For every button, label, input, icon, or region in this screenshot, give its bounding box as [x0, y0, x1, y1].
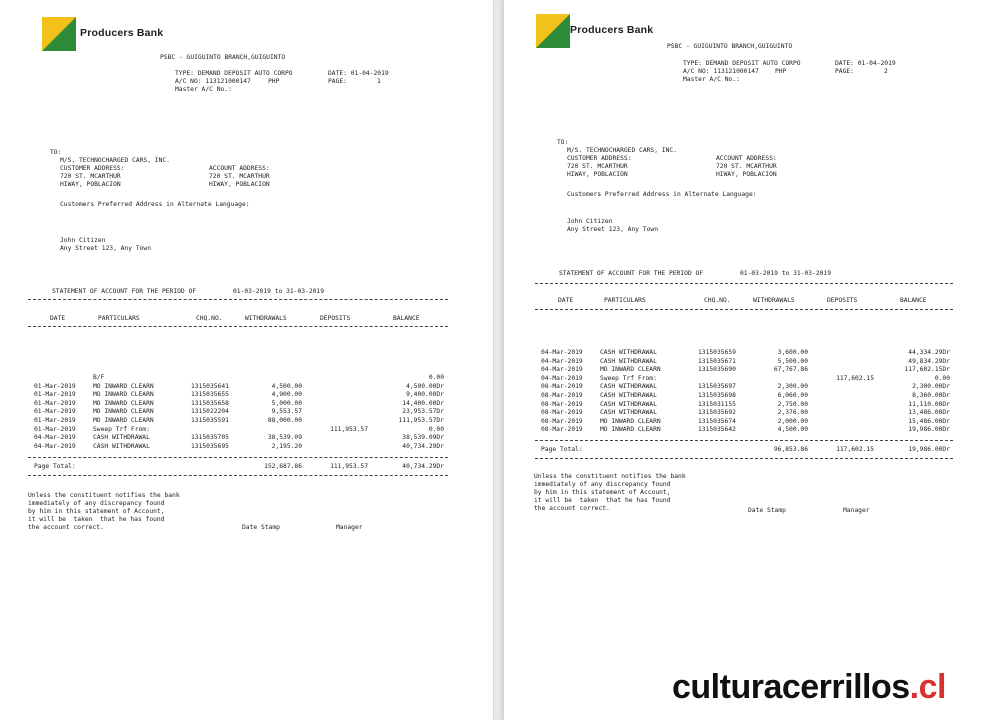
row-particulars: CASH WITHDRAWAL	[600, 349, 657, 356]
date-line: DATE: 01-04-2019	[328, 70, 389, 77]
row-balance: 4,500.00Dr	[406, 382, 444, 390]
row-particulars: CASH WITHDRAWAL	[600, 409, 657, 417]
row-particulars: MO INWARD CLEARN	[600, 426, 661, 434]
row-withdrawals: 2,195.20	[271, 442, 302, 450]
row-particulars: B/F	[93, 374, 105, 381]
statement-period: 01-03-2019 to 31-03-2019	[233, 288, 324, 295]
row-chq-no: 1315035698	[698, 392, 736, 399]
separator-line	[535, 283, 953, 284]
separator-line	[28, 299, 448, 300]
currency: PHP	[775, 68, 787, 75]
page-total-deposits: 117,602.15	[836, 446, 874, 453]
row-chq-no: 1315035671	[698, 357, 736, 365]
row-balance: 0.00	[934, 374, 950, 382]
account-address-label: ACCOUNT ADDRESS:	[209, 165, 270, 172]
row-chq-no: 1315031155	[698, 400, 736, 408]
footer-disclaimer-4: it will be taken that he has found	[534, 497, 671, 504]
row-particulars: Sweep Trf From:	[600, 374, 657, 382]
account-address-line1: 720 ST. MCARTHUR	[209, 173, 270, 180]
row-date: 04-Mar-2019	[541, 366, 583, 374]
row-withdrawals: 3,600.00	[777, 349, 808, 356]
row-chq-no: 1315022204	[191, 408, 229, 416]
account-number: A/C NO: 113121000147	[175, 78, 251, 85]
customer-address-line2: HIWAY, POBLACION	[60, 181, 121, 188]
separator-line	[28, 326, 448, 327]
alternate-name: John Citizen	[567, 218, 613, 225]
statement-period: 01-03-2019 to 31-03-2019	[740, 270, 831, 277]
row-withdrawals: 38,539.09	[267, 434, 302, 442]
row-particulars: MO INWARD CLEARN	[93, 417, 154, 424]
row-deposits: 111,953.57	[330, 425, 368, 433]
row-date: 01-Mar-2019	[34, 408, 76, 416]
branch-line: PSBC - GUIGUINTO BRANCH,GUIGUINTO	[160, 54, 286, 61]
row-date: 01-Mar-2019	[34, 425, 76, 433]
row-balance: 14,400.00Dr	[402, 399, 444, 407]
watermark-text: culturacerrillos	[672, 668, 910, 706]
page-number: 1	[377, 78, 381, 85]
row-chq-no: 1315035695	[191, 442, 229, 450]
type-line: TYPE: DEMAND DEPOSIT AUTO CORPO	[683, 60, 801, 67]
row-date: 08-Mar-2019	[541, 409, 583, 417]
master-account: Master A/C No.:	[175, 86, 232, 93]
customer-name: M/S. TECHNOCHARGED CARS, INC.	[567, 147, 677, 154]
row-withdrawals: 88,000.00	[267, 417, 302, 424]
row-deposits: 117,602.15	[836, 374, 874, 382]
alternate-language-line: Customers Preferred Address in Alternate Language:	[567, 191, 757, 198]
type-line: TYPE: DEMAND DEPOSIT AUTO CORPO	[175, 70, 293, 77]
statement-page-1	[0, 0, 494, 720]
header-withdrawals: WITHDRAWALS	[753, 297, 795, 304]
manager-label: Manager	[843, 507, 870, 514]
alternate-language-line: Customers Preferred Address in Alternate Language:	[60, 201, 250, 208]
header-chq-no: CHQ.NO.	[704, 297, 731, 304]
row-particulars: MO INWARD CLEARN	[93, 391, 154, 399]
separator-line	[28, 475, 448, 476]
row-balance: 117,602.15Dr	[904, 366, 950, 374]
customer-address-line1: 720 ST. MCARTHUR	[60, 173, 121, 180]
row-balance: 15,486.00Dr	[908, 417, 950, 425]
to-label: TO:	[50, 149, 62, 156]
manager-label: Manager	[336, 524, 363, 531]
header-chq-no: CHQ.NO.	[196, 315, 223, 322]
row-balance: 8,360.00Dr	[912, 392, 950, 399]
footer-disclaimer-5: the account correct.	[28, 524, 104, 531]
row-date: 08-Mar-2019	[541, 426, 583, 434]
separator-line	[535, 458, 953, 459]
header-deposits: DEPOSITS	[827, 297, 858, 304]
row-balance: 23,953.57Dr	[402, 408, 444, 416]
row-date: 04-Mar-2019	[541, 357, 583, 365]
bank-name: Producers Bank	[80, 27, 164, 39]
account-address-line2: HIWAY, POBLACION	[716, 171, 777, 178]
page-total-balance: 40,734.29Dr	[402, 463, 444, 470]
header-particulars: PARTICULARS	[604, 297, 646, 304]
row-date: 04-Mar-2019	[34, 434, 76, 442]
bank-name: Producers Bank	[570, 24, 654, 36]
row-withdrawals: 4,500.00	[271, 382, 302, 390]
watermark-suffix: .cl	[909, 668, 946, 706]
page-total-label: Page Total:	[541, 446, 583, 453]
page-total-deposits: 111,953.57	[330, 463, 368, 470]
row-particulars: MO INWARD CLEARN	[93, 399, 154, 407]
row-withdrawals: 67,767.86	[773, 366, 808, 374]
date-stamp-label: Date Stamp	[242, 524, 280, 531]
to-label: TO:	[557, 139, 569, 146]
row-particulars: MO INWARD CLEARN	[93, 408, 154, 416]
customer-address-line2: HIWAY, POBLACION	[567, 171, 628, 178]
row-withdrawals: 5,000.00	[271, 399, 302, 407]
page-total-label: Page Total:	[34, 463, 76, 470]
row-particulars: MO INWARD CLEARN	[93, 382, 154, 390]
customer-address-label: CUSTOMER ADDRESS:	[60, 165, 125, 172]
account-address-label: ACCOUNT ADDRESS:	[716, 155, 777, 162]
row-date: 08-Mar-2019	[541, 392, 583, 399]
page-gutter	[494, 0, 503, 720]
header-deposits: DEPOSITS	[320, 315, 351, 322]
row-date: 08-Mar-2019	[541, 383, 583, 391]
row-date: 01-Mar-2019	[34, 391, 76, 399]
alternate-street: Any Street 123, Any Town	[567, 226, 658, 233]
account-address-line2: HIWAY, POBLACION	[209, 181, 270, 188]
page-label: PAGE:	[835, 68, 854, 75]
footer-disclaimer-2: immediately of any discrepancy found	[534, 481, 671, 488]
row-balance: 49,834.29Dr	[908, 357, 950, 365]
row-particulars: CASH WITHDRAWAL	[600, 383, 657, 391]
row-particulars: CASH WITHDRAWAL	[600, 392, 657, 399]
currency: PHP	[268, 78, 280, 85]
row-withdrawals: 4,500.00	[777, 426, 808, 434]
alternate-street: Any Street 123, Any Town	[60, 245, 151, 252]
alternate-name: John Citizen	[60, 237, 106, 244]
header-particulars: PARTICULARS	[98, 315, 140, 322]
row-date: 04-Mar-2019	[34, 442, 76, 450]
customer-address-line1: 720 ST. MCARTHUR	[567, 163, 628, 170]
row-withdrawals: 2,000.00	[777, 417, 808, 425]
row-particulars: MO INWARD CLEARN	[600, 366, 661, 374]
account-number: A/C NO: 113121000147	[683, 68, 759, 75]
row-date: 01-Mar-2019	[34, 399, 76, 407]
row-date: 08-Mar-2019	[541, 417, 583, 425]
statement-period-label: STATEMENT OF ACCOUNT FOR THE PERIOD OF	[52, 288, 197, 295]
row-chq-no: 1315035705	[191, 434, 229, 442]
row-withdrawals: 2,376.00	[777, 409, 808, 417]
statement-period-label: STATEMENT OF ACCOUNT FOR THE PERIOD OF	[559, 270, 704, 277]
account-address-line1: 720 ST. MCARTHUR	[716, 163, 777, 170]
footer-disclaimer-2: immediately of any discrepancy found	[28, 500, 165, 507]
row-particulars: Sweep Trf From:	[93, 425, 150, 433]
row-balance: 0.00	[428, 374, 444, 381]
row-date: 01-Mar-2019	[34, 382, 76, 390]
master-account: Master A/C No.:	[683, 76, 740, 83]
page-total-balance: 19,986.00Dr	[908, 446, 950, 453]
row-balance: 38,539.09Dr	[402, 434, 444, 442]
producers-bank-logo-icon	[42, 17, 76, 51]
footer-disclaimer-3: by him in this statement of Account,	[534, 489, 671, 496]
row-chq-no: 1315035591	[191, 417, 229, 424]
footer-disclaimer-1: Unless the constituent notifies the bank	[28, 492, 180, 499]
page-total-withdrawals: 96,853.86	[773, 446, 808, 453]
row-particulars: CASH WITHDRAWAL	[600, 400, 657, 408]
row-balance: 11,110.00Dr	[908, 400, 950, 408]
watermark	[672, 668, 946, 707]
row-balance: 40,734.29Dr	[402, 442, 444, 450]
row-balance: 13,486.00Dr	[908, 409, 950, 417]
page-number: 2	[884, 68, 888, 75]
row-balance: 2,300.00Dr	[912, 383, 950, 391]
row-balance: 9,400.00Dr	[406, 391, 444, 399]
header-date: DATE	[50, 315, 66, 322]
separator-line	[28, 457, 448, 458]
footer-disclaimer-1: Unless the constituent notifies the bank	[534, 473, 686, 480]
row-particulars: CASH WITHDRAWAL	[93, 442, 150, 450]
row-withdrawals: 4,900.00	[271, 391, 302, 399]
footer-disclaimer-3: by him in this statement of Account,	[28, 508, 165, 515]
row-date: 01-Mar-2019	[34, 417, 76, 424]
row-balance: 0.00	[428, 425, 444, 433]
page-total-withdrawals: 152,687.86	[264, 463, 302, 470]
row-chq-no: 1315035692	[698, 409, 736, 417]
row-chq-no: 1315035697	[698, 383, 736, 391]
row-particulars: MO INWARD CLEARN	[600, 417, 661, 425]
row-chq-no: 1315035674	[698, 417, 736, 425]
header-balance: BALANCE	[900, 297, 927, 304]
footer-disclaimer-5: the account correct.	[534, 505, 610, 512]
row-withdrawals: 9,553.57	[271, 408, 302, 416]
header-date: DATE	[558, 297, 574, 304]
branch-line: PSBC - GUIGUINTO BRANCH,GUIGUINTO	[667, 43, 793, 50]
date-line: DATE: 01-04-2019	[835, 60, 896, 67]
customer-name: M/S. TECHNOCHARGED CARS, INC.	[60, 157, 170, 164]
customer-address-label: CUSTOMER ADDRESS:	[567, 155, 632, 162]
separator-line	[535, 309, 953, 310]
row-chq-no: 1315035655	[191, 391, 229, 399]
producers-bank-logo-icon	[536, 14, 570, 48]
row-date: 08-Mar-2019	[541, 400, 583, 408]
row-chq-no: 1315035642	[698, 426, 736, 434]
row-particulars: CASH WITHDRAWAL	[93, 434, 150, 442]
date-stamp-label: Date Stamp	[748, 507, 786, 514]
row-balance: 44,334.29Dr	[908, 349, 950, 356]
page-label: PAGE:	[328, 78, 347, 85]
footer-disclaimer-4: it will be taken that he has found	[28, 516, 165, 523]
row-balance: 19,986.00Dr	[908, 426, 950, 434]
row-chq-no: 1315035659	[698, 349, 736, 356]
row-chq-no: 1315035641	[191, 382, 229, 390]
row-chq-no: 1315035690	[698, 366, 736, 374]
row-date: 04-Mar-2019	[541, 349, 583, 356]
row-withdrawals: 5,500.00	[777, 357, 808, 365]
row-withdrawals: 2,750.00	[777, 400, 808, 408]
row-date: 04-Mar-2019	[541, 374, 583, 382]
header-balance: BALANCE	[393, 315, 420, 322]
separator-line	[535, 440, 953, 441]
header-withdrawals: WITHDRAWALS	[245, 315, 287, 322]
row-withdrawals: 6,060.00	[777, 392, 808, 399]
row-withdrawals: 2,300.00	[777, 383, 808, 391]
row-particulars: CASH WITHDRAWAL	[600, 357, 657, 365]
row-chq-no: 1315035658	[191, 399, 229, 407]
statement-page-2	[503, 0, 1000, 720]
row-balance: 111,953.57Dr	[398, 417, 444, 424]
